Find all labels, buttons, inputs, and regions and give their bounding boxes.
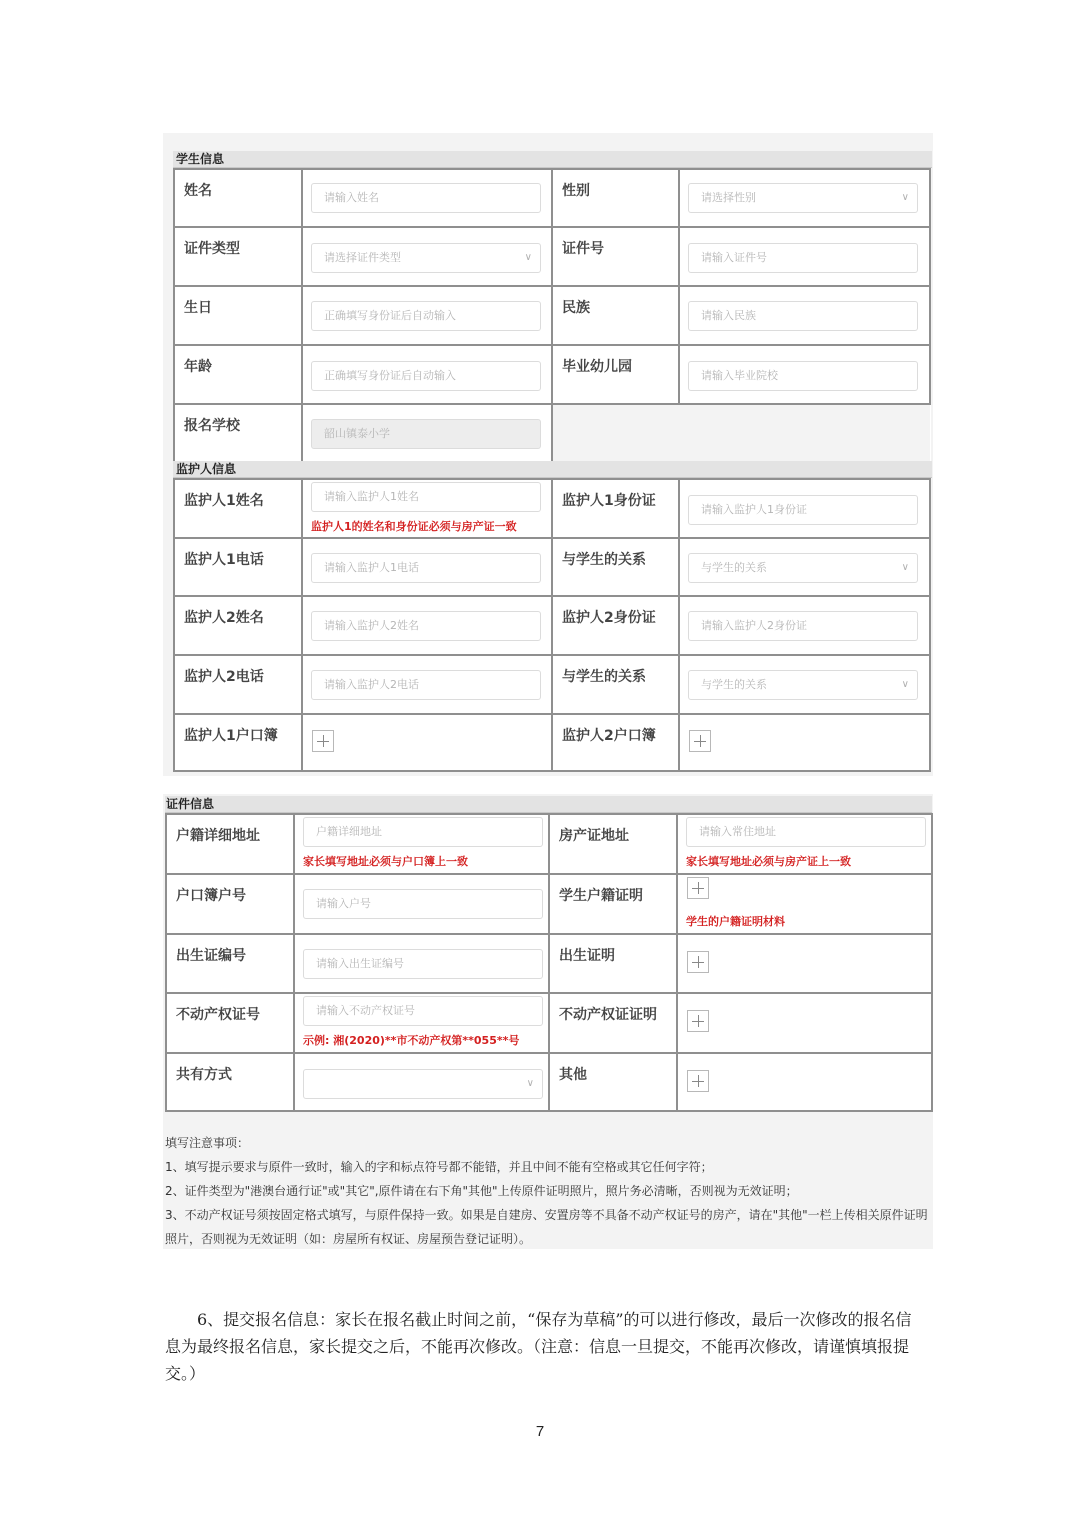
share-mode-label: 共有方式 — [166, 1053, 294, 1111]
guardian1-phone-label: 监护人1电话 — [174, 538, 302, 596]
nation-label: 民族 — [552, 286, 679, 345]
property-cert-label: 不动产权证证明 — [549, 993, 677, 1053]
student-hukou-label: 学生户籍证明 — [549, 874, 677, 934]
hukou-number-input[interactable]: 请输入户号 — [303, 889, 543, 919]
filling-notes — [165, 1131, 933, 1251]
age-input[interactable]: 正确填写身份证后自动输入 — [311, 361, 541, 391]
share-mode-select[interactable] — [303, 1069, 543, 1099]
birth-cert-label: 出生证明 — [549, 934, 677, 993]
other-label: 其他 — [549, 1053, 677, 1111]
birth-cert-number-input[interactable]: 请输入出生证编号 — [303, 949, 543, 979]
gender-select[interactable] — [688, 183, 918, 213]
note-2: 2、证件类型为"港澳台通行证"或"其它",原件请在右下角"其他"上传原件证明照片，照片务必清晰，否则视为无效证明； — [165, 1184, 798, 1198]
empty-cell — [552, 404, 930, 462]
submit-paragraph-text: 6、提交报名信息：家长在报名截止时间之前，“保存为草稿”的可以进行修改，最后一次修改的报名信息为最终报名信息，家长提交之后，不能再次修改。（注意：信息一旦提交，不能再次修改，请谨慎填报提交。） — [165, 1310, 912, 1383]
gender-label: 性别 — [552, 169, 679, 227]
guardian1-phone-input[interactable]: 请输入监护人1电话 — [311, 553, 541, 583]
name-input[interactable]: 请输入姓名 — [311, 183, 541, 213]
guardian-section-header: 监护人信息 — [173, 461, 932, 478]
guardian2-name-input[interactable]: 请输入监护人2姓名 — [311, 611, 541, 641]
submit-paragraph — [165, 1306, 925, 1387]
property-cert-upload-icon[interactable] — [687, 1010, 709, 1032]
hukou-address-label: 户籍详细地址 — [166, 814, 294, 874]
property-number-input[interactable]: 请输入不动产权证号 — [303, 996, 543, 1026]
gender-select-placeholder: 请选择性别 — [701, 191, 756, 204]
guardian2-phone-input[interactable]: 请输入监护人2电话 — [311, 670, 541, 700]
house-address-warning: 家长填写地址必须与房产证上一致 — [686, 855, 851, 868]
guardian1-hukou-label: 监护人1户口簿 — [174, 714, 302, 771]
relation2-select[interactable] — [688, 670, 918, 700]
guardian1-id-input[interactable]: 请输入监护人1身份证 — [688, 495, 918, 525]
house-address-input[interactable]: 请输入常住地址 — [686, 817, 926, 847]
guardian2-hukou-label: 监护人2户口簿 — [552, 714, 679, 771]
chevron-down-icon: ∨ — [901, 562, 909, 573]
notes-title: 填写注意事项： — [165, 1136, 250, 1150]
student-hukou-warning: 学生的户籍证明材料 — [686, 915, 785, 928]
guardian-info-table — [173, 478, 931, 772]
birthday-input[interactable]: 正确填写身份证后自动输入 — [311, 301, 541, 331]
relation2-label: 与学生的关系 — [552, 655, 679, 714]
guardian1-name-label: 监护人1姓名 — [174, 479, 302, 538]
relation2-placeholder: 与学生的关系 — [701, 678, 767, 691]
hukou-address-warning: 家长填写地址必须与户口簿上一致 — [303, 855, 468, 868]
guardian2-hukou-upload-icon[interactable] — [689, 730, 711, 752]
guardian2-name-label: 监护人2姓名 — [174, 596, 302, 655]
relation1-select[interactable] — [688, 553, 918, 583]
guardian1-id-label: 监护人1身份证 — [552, 479, 679, 538]
guardian1-name-input[interactable]: 请输入监护人1姓名 — [311, 482, 541, 512]
property-number-label: 不动产权证号 — [166, 993, 294, 1053]
student-section-header: 学生信息 — [173, 151, 932, 168]
cert-section-header: 证件信息 — [165, 796, 932, 813]
idtype-label: 证件类型 — [174, 227, 302, 286]
school-label: 报名学校 — [174, 404, 302, 462]
hukou-address-input[interactable]: 户籍详细地址 — [303, 817, 543, 847]
school-input: 韶山镇泰小学 — [311, 419, 541, 449]
guardian2-phone-label: 监护人2电话 — [174, 655, 302, 714]
chevron-down-icon: ∨ — [901, 192, 909, 203]
birth-cert-number-label: 出生证编号 — [166, 934, 294, 993]
idno-input[interactable]: 请输入证件号 — [688, 243, 918, 273]
cert-info-table — [165, 813, 933, 1112]
kindergarten-input[interactable]: 请输入毕业院校 — [688, 361, 918, 391]
chevron-down-icon: ∨ — [901, 679, 909, 690]
guardian1-hukou-upload-icon[interactable] — [312, 730, 334, 752]
hukou-number-label: 户口簿户号 — [166, 874, 294, 934]
student-info-table — [173, 168, 931, 463]
guardian2-id-label: 监护人2身份证 — [552, 596, 679, 655]
kindergarten-label: 毕业幼儿园 — [552, 345, 679, 404]
form-screenshot-student-guardian — [163, 133, 933, 776]
chevron-down-icon: ∨ — [526, 1078, 534, 1089]
guardian1-name-warning: 监护人1的姓名和身份证必须与房产证一致 — [311, 520, 517, 533]
house-address-label: 房产证地址 — [549, 814, 677, 874]
property-number-warning: 示例: 湘(2020)**市不动产权第**055**号 — [303, 1034, 520, 1047]
other-upload-icon[interactable] — [687, 1070, 709, 1092]
name-label: 姓名 — [174, 169, 302, 227]
idtype-select[interactable] — [311, 243, 541, 273]
age-label: 年龄 — [174, 345, 302, 404]
birthday-label: 生日 — [174, 286, 302, 345]
page-number: 7 — [535, 1423, 545, 1440]
note-3: 3、不动产权证号须按固定格式填写，与原件保持一致。如果是自建房、安置房等不具备不动产权证号的房产，请在"其他"一栏上传相关原件证明照片，否则视为无效证明（如：房屋所有权证、房屋预告登记证明）。 — [165, 1208, 928, 1246]
nation-input[interactable]: 请输入民族 — [688, 301, 918, 331]
student-hukou-upload-icon[interactable] — [687, 877, 709, 899]
idno-label: 证件号 — [552, 227, 679, 286]
idtype-select-placeholder: 请选择证件类型 — [324, 251, 401, 264]
chevron-down-icon: ∨ — [524, 252, 532, 263]
birth-cert-upload-icon[interactable] — [687, 951, 709, 973]
guardian2-id-input[interactable]: 请输入监护人2身份证 — [688, 611, 918, 641]
relation1-label: 与学生的关系 — [552, 538, 679, 596]
relation1-placeholder: 与学生的关系 — [701, 561, 767, 574]
note-1: 1、填写提示要求与原件一致时，输入的字和标点符号都不能错，并且中间不能有空格或其它任何字符； — [165, 1160, 713, 1174]
